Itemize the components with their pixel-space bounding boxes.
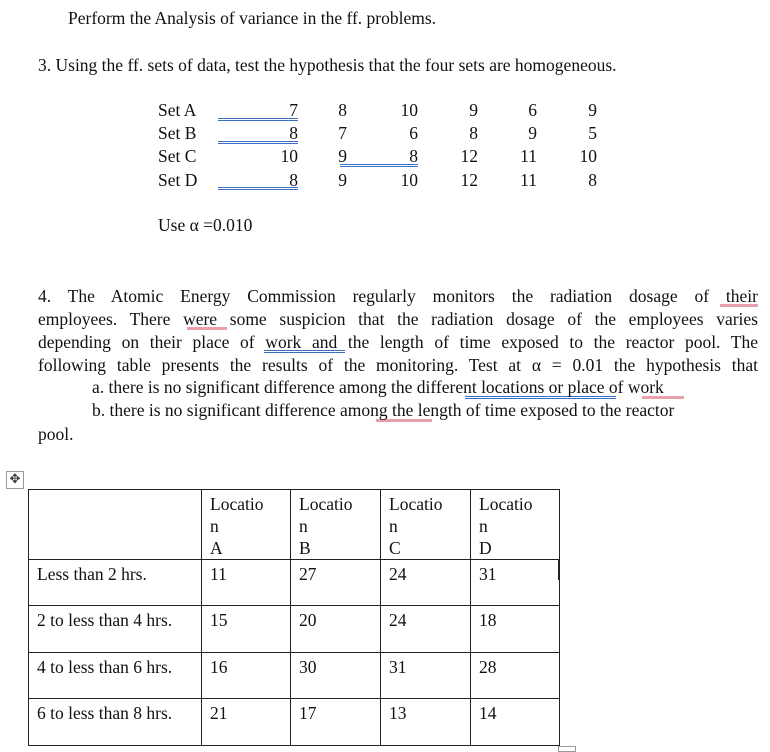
set-c-label: Set C	[158, 146, 197, 166]
set-b-value: 7	[338, 123, 347, 143]
set-b-value: 9	[528, 123, 537, 143]
set-b-label: Set B	[158, 123, 197, 143]
set-a-label: Set A	[158, 100, 197, 120]
set-b-value: 5	[588, 123, 597, 143]
set-c-value: 8	[409, 146, 418, 166]
table-row	[29, 699, 560, 746]
table-cell: 31	[471, 560, 560, 606]
table-cell: 17	[291, 699, 381, 746]
header-text: C	[389, 538, 401, 558]
header-location-c	[381, 490, 471, 560]
set-d-value: 10	[400, 170, 418, 190]
alpha-note: Use α =0.010	[158, 215, 253, 235]
set-c-value: 11	[520, 146, 537, 166]
header-text: Locatio	[479, 494, 533, 514]
problem-4-tail: pool.	[38, 424, 74, 444]
table-header-row	[29, 490, 560, 560]
spelling-mark	[187, 327, 227, 330]
set-b-value: 6	[409, 123, 418, 143]
table-resize-handle[interactable]	[558, 746, 576, 752]
set-c-value: 10	[280, 146, 298, 166]
set-c-value: 9	[338, 146, 347, 166]
table-cell: 16	[202, 653, 291, 699]
table-row	[29, 560, 560, 606]
set-a-value: 7	[289, 100, 298, 120]
grammar-mark	[264, 350, 345, 353]
table-row	[29, 606, 560, 653]
table-cell: 24	[381, 606, 471, 653]
set-d-value: 12	[460, 170, 478, 190]
table-cell: 11	[202, 560, 291, 606]
set-a-value: 8	[338, 100, 347, 120]
problem-4-line-4: following table presents the results of the monitoring. Test at α = 0.01 the hypothesis that	[38, 355, 758, 375]
row-label: Less than 2 hrs.	[29, 560, 202, 606]
table-cell: 21	[202, 699, 291, 746]
header-text: n	[210, 516, 219, 536]
table-cell: 14	[471, 699, 560, 746]
problem-4-line-3: depending on their place of work and the length of time exposed to the reactor pool. The	[38, 332, 758, 352]
problem-4-item-b: b. there is no significant difference among the length of time exposed to the reactor	[92, 400, 675, 420]
problem-4-line-2: employees. There were some suspicion that the radiation dosage of the employees varies	[38, 309, 758, 329]
set-d-value: 11	[520, 170, 537, 190]
problem-4-item-a: a. there is no significant difference among the different locations or place of work	[92, 377, 664, 397]
set-b-value: 8	[469, 123, 478, 143]
row-end-marker	[558, 560, 559, 580]
set-d-value: 8	[588, 170, 597, 190]
header-text: D	[479, 538, 492, 558]
set-a-value: 9	[469, 100, 478, 120]
problem-4-line-1: 4. The Atomic Energy Commission regularly monitors the radiation dosage of their	[38, 286, 758, 306]
header-location-a	[202, 490, 291, 560]
problem-3-statement: 3. Using the ff. sets of data, test the hypothesis that the four sets are homogeneous.	[38, 55, 617, 75]
table-row	[29, 653, 560, 699]
header-text: n	[389, 516, 398, 536]
table-corner-cell	[29, 490, 202, 560]
header-text: A	[210, 538, 223, 558]
table-cell: 20	[291, 606, 381, 653]
table-cell: 31	[381, 653, 471, 699]
set-d-value: 8	[289, 170, 298, 190]
intro-line: Perform the Analysis of variance in the ff. problems.	[68, 8, 437, 28]
set-b-value: 8	[289, 123, 298, 143]
table-cell: 28	[471, 653, 560, 699]
header-text: n	[479, 516, 488, 536]
set-d-label: Set D	[158, 170, 198, 190]
table-cell: 27	[291, 560, 381, 606]
spelling-mark	[720, 304, 758, 307]
header-text: Locatio	[389, 494, 443, 514]
set-a-value: 9	[588, 100, 597, 120]
set-a-value: 10	[400, 100, 418, 120]
move-anchor-icon[interactable]: ✥	[6, 471, 24, 489]
set-a-value: 6	[528, 100, 537, 120]
header-location-b	[291, 490, 381, 560]
row-label: 2 to less than 4 hrs.	[29, 606, 202, 653]
set-c-value: 10	[579, 146, 597, 166]
monitoring-table	[28, 489, 560, 746]
table-cell: 30	[291, 653, 381, 699]
table-cell: 18	[471, 606, 560, 653]
row-label: 6 to less than 8 hrs.	[29, 699, 202, 746]
header-text: n	[299, 516, 308, 536]
header-text: Locatio	[210, 494, 264, 514]
set-c-value: 12	[460, 146, 478, 166]
table-cell: 13	[381, 699, 471, 746]
header-location-d	[471, 490, 560, 560]
header-text: B	[299, 538, 311, 558]
set-d-value: 9	[338, 170, 347, 190]
row-label: 4 to less than 6 hrs.	[29, 653, 202, 699]
header-text: Locatio	[299, 494, 353, 514]
table-cell: 15	[202, 606, 291, 653]
table-cell: 24	[381, 560, 471, 606]
